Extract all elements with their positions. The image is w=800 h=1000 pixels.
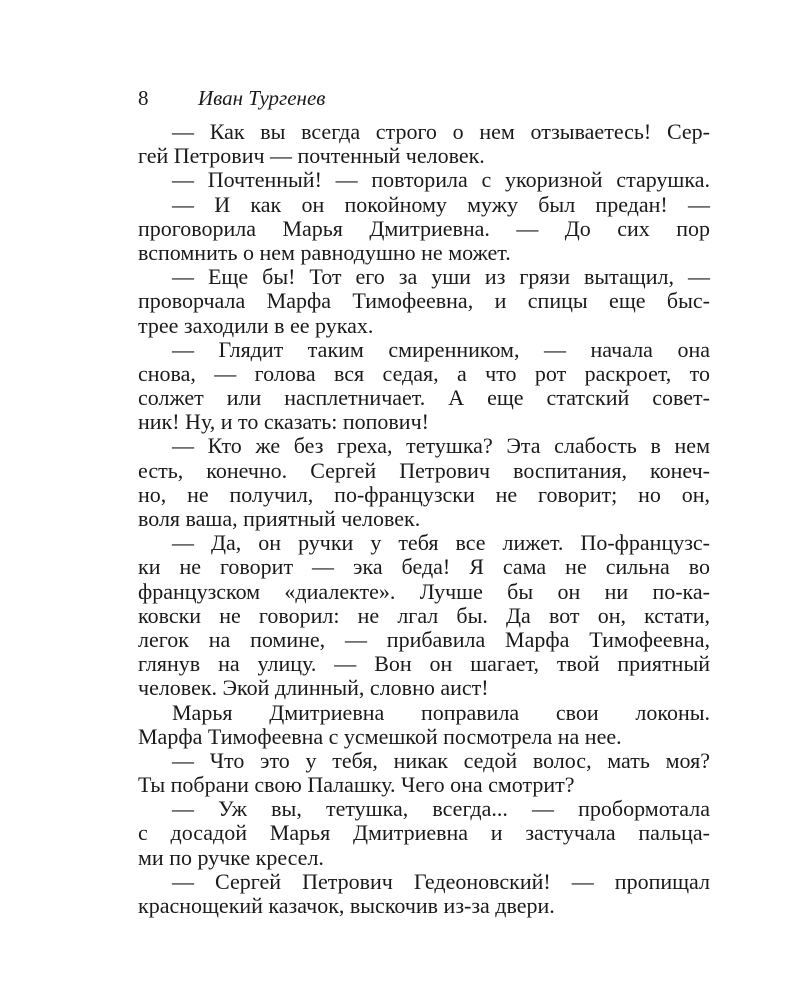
body-text [138, 120, 710, 918]
text-line: воля ваша, приятный человек. [138, 506, 421, 531]
text-line: ки не говорит — эка беда! Я сама не сильна во [138, 554, 710, 580]
text-line: проговорила Марья Дмитриевна. — До сих пор [138, 215, 710, 241]
text-line: — Глядит таким смиренником, — начала она [172, 336, 710, 362]
text-line: — Еще бы! Тот его за уши из грязи вытащил, — [172, 264, 710, 290]
running-header [138, 84, 325, 112]
text-line: — Что это у тебя, никак седой волос, мать моя? [172, 747, 710, 773]
text-line: но, не получил, по-французски не говорит; но он, [138, 481, 710, 507]
text-line: — Как вы всегда строго о нем отзываетесь! Сер- [172, 119, 710, 144]
text-line: Марья Дмитриевна поправила свои локоны. [172, 699, 710, 725]
text-line: ковски не говорил: не лгал бы. Да вот он, кстати, [138, 602, 710, 628]
text-line: снова, — голова вся седая, а что рот раскроет, то [138, 360, 710, 386]
text-line: — Кто же без греха, тетушка? Эта слабость в нем [172, 433, 710, 459]
text-line: Ты побрани свою Палашку. Чего она смотрит? [138, 772, 575, 798]
page-number: 8 [138, 86, 149, 110]
text-line: трее заходили в ее руках. [138, 312, 374, 338]
text-line: человек. Экой длинный, словно аист! [138, 675, 489, 701]
text-line: Марфа Тимофеевна с усмешкой посмотрела на нее. [138, 723, 622, 749]
text-line: глянув на улицу. — Вон он шагает, твой приятный [138, 651, 710, 677]
text-line: гей Петрович — почтенный человек. [138, 143, 485, 169]
text-line: легок на помине, — прибавила Марфа Тимофеевна, [138, 626, 710, 652]
text-line: — Сергей Петрович Гедеоновский! — пропищал [172, 868, 710, 894]
text-line: краснощекий казачок, выскочив из-за двери. [138, 893, 555, 918]
text-line: проворчала Марфа Тимофеевна, и спицы еще быс- [138, 288, 710, 314]
text-line: с досадой Марья Дмитриевна и застучала пальца- [138, 820, 710, 846]
text-line: солжет или насплетничает. А еще статский совет- [138, 385, 710, 411]
text-line: — Уж вы, тетушка, всегда... — пробормотала [172, 796, 710, 822]
text-line: ми по ручке кресел. [138, 844, 324, 870]
text-line: вспомнить о нем равнодушно не может. [138, 239, 511, 265]
text-line: французском «диалекте». Лучше бы он ни по-ка- [138, 578, 710, 604]
text-line: ник! Ну, и то сказать: попович! [138, 409, 429, 435]
text-line: — И как он покойному мужу был предан! — [172, 191, 710, 217]
running-title: Иван Тургенев [198, 86, 326, 110]
text-line: есть, конечно. Сергей Петрович воспитания, конеч- [138, 457, 710, 483]
text-line: — Да, он ручки у тебя все лижет. По-французс- [172, 530, 710, 556]
text-line: — Почтенный! — повторила с укоризной старушка. [172, 167, 710, 193]
